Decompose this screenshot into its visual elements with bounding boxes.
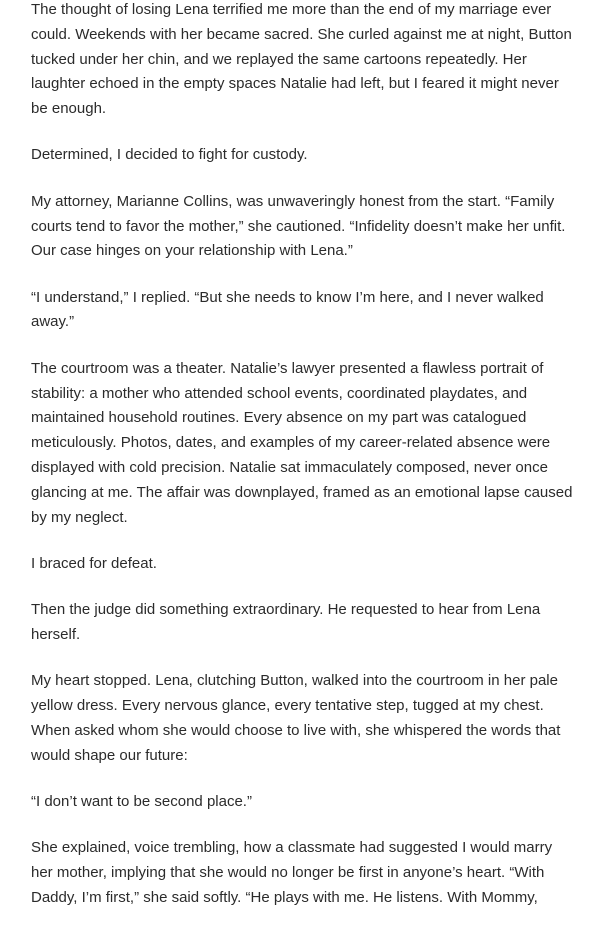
paragraph: I braced for defeat. [31, 554, 157, 572]
paragraph: “I understand,” I replied. “But she needs to know I’m here, and I never walked away.” [31, 288, 544, 331]
paragraph: My attorney, Marianne Collins, was unwaveringly honest from the start. “Family courts tend to favor the mother,” she cautioned. “Infidelity doesn’t make her unfit. Our case hinges on your relationship with Lena.” [31, 192, 566, 260]
paragraph: She explained, voice trembling, how a classmate had suggested I would marry her mother, implying that she would no longer be first in anyone’s heart. “With Daddy, I’m first,” she said softly. “He plays with me. He listens. With Mommy, [31, 839, 553, 906]
paragraph: My heart stopped. Lena, clutching Button, walked into the courtroom in her pale yellow dress. Every nervous glance, every tentative step, tugged at my chest. When asked whom she would choose to live with, she whispered the words that would shape our future: [31, 672, 561, 764]
paragraph: Determined, I decided to fight for custody. [31, 146, 308, 164]
paragraph: The courtroom was a theater. Natalie’s lawyer presented a flawless portrait of stability: a mother who attended school events, coordinated playdates, and maintained household routines. Every absence on my part was catalogued meticulously. Photos, dates, and examples of my career-related absence were displayed with cold precision. Natalie sat immaculately composed, never once glancing at me. The affair was downplayed, framed as an emotional lapse caused by my neglect. [31, 359, 573, 526]
paragraph: The thought of losing Lena terrified me more than the end of my marriage ever could. Weekends with her became sacred. She curled against me at night, Button tucked under her chin, and we replayed the same cartoons repeatedly. Her laughter echoed in the empty spaces Natalie had left, but I feared it might never be enough. [31, 1, 572, 118]
paragraph: “I don’t want to be second place.” [31, 792, 252, 810]
paragraph: Then the judge did something extraordinary. He requested to hear from Lena herself. [31, 601, 541, 643]
article-body [31, 0, 576, 932]
